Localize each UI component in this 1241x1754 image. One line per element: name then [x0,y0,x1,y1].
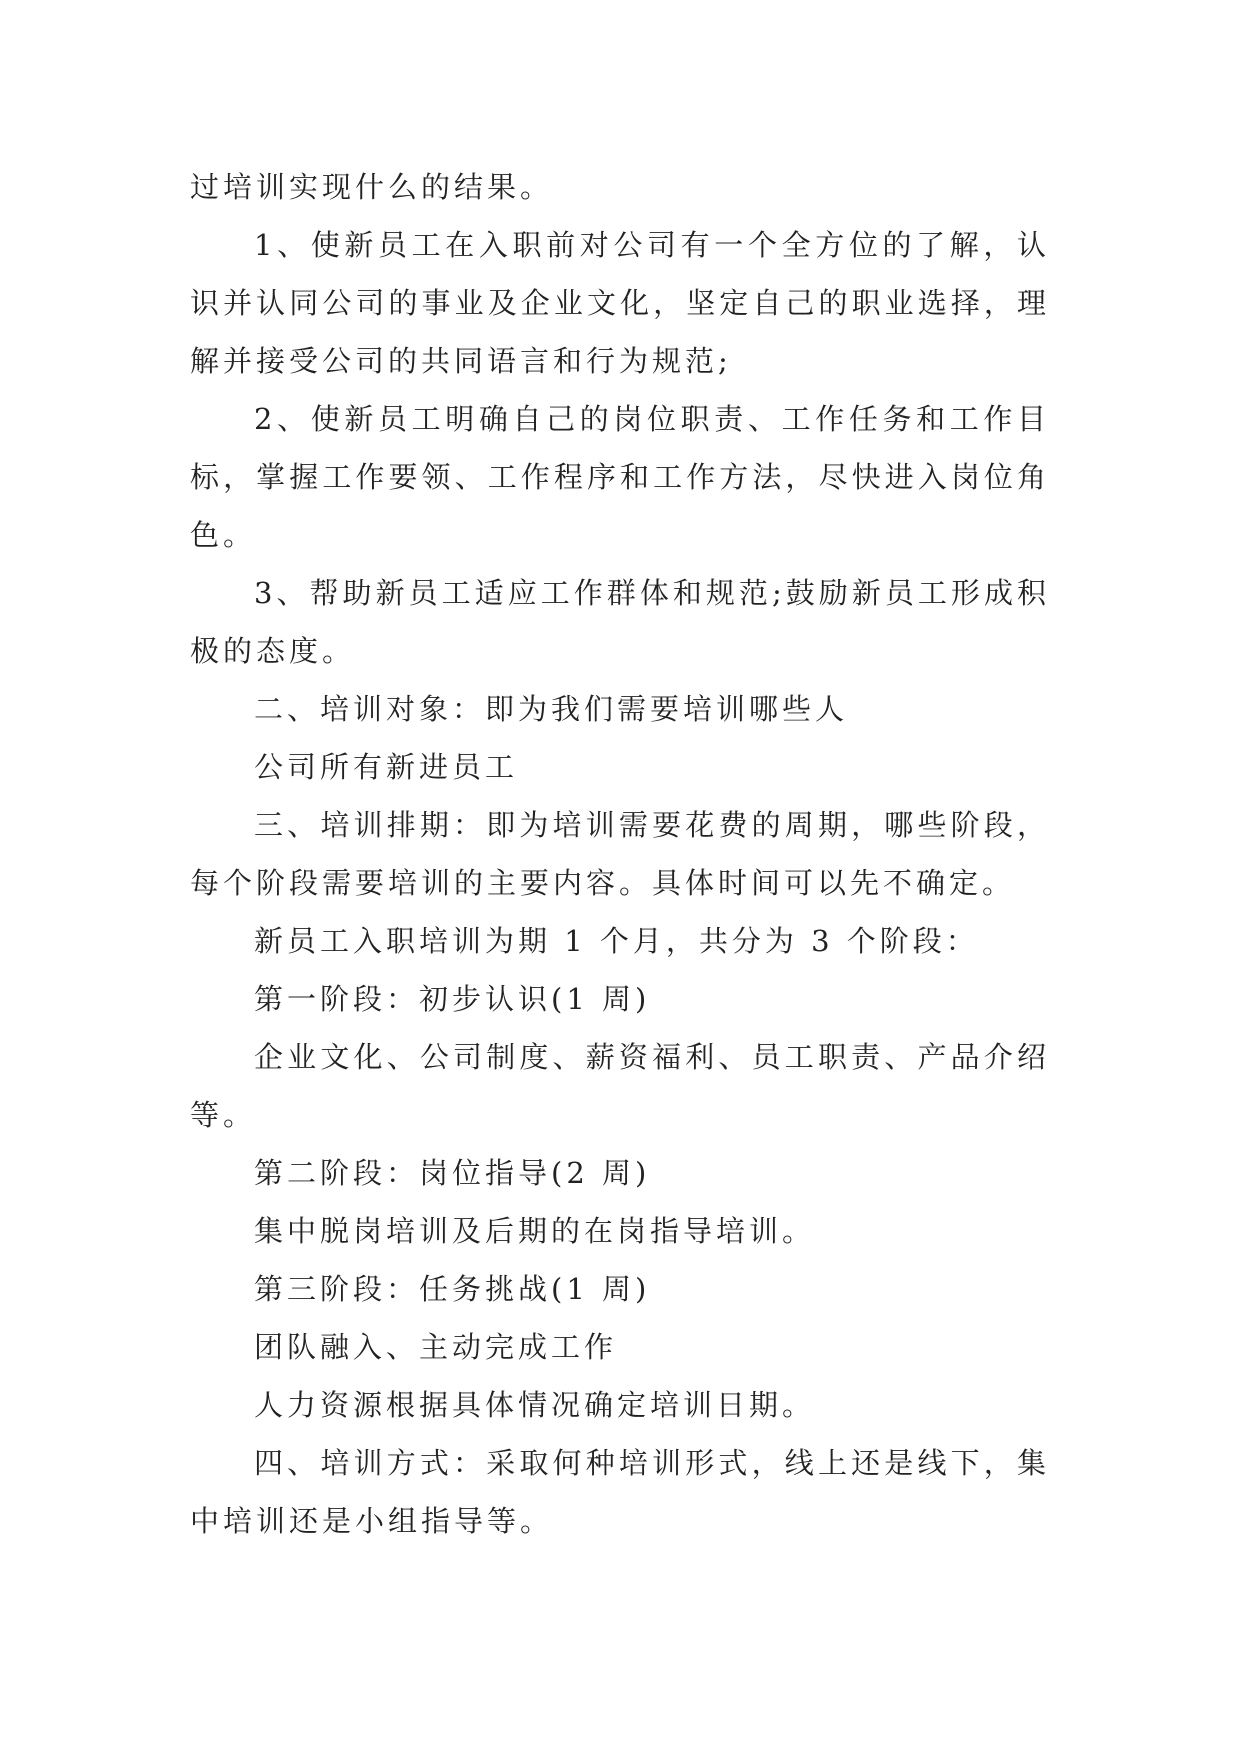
document-body [190,158,1050,1550]
stage-3-content: 团队融入、主动完成工作 [254,1330,618,1364]
paragraph-schedule-overview: 新员工入职培训为期 1 个月，共分为 3 个阶段： [254,924,979,958]
stage-2-content: 集中脱岗培训及后期的在岗指导培训。 [254,1214,816,1248]
stage-2-heading: 第二阶段：岗位指导(2 周) [254,1156,651,1190]
paragraph-goal-3: 3、帮助新员工适应工作群体和规范;鼓励新员工形成积极的态度。 [190,576,1050,668]
section-heading-training-method: 四、培训方式：采取何种培训形式，线上还是线下，集中培训还是小组指导等。 [190,1446,1050,1538]
stage-3-heading: 第三阶段：任务挑战(1 周) [254,1272,651,1306]
stage-1-heading: 第一阶段：初步认识(1 周) [254,982,651,1016]
paragraph-goal-1: 1、使新员工在入职前对公司有一个全方位的了解，认识并认同公司的事业及企业文化，坚定自己的职业选择，理解并接受公司的共同语言和行为规范; [190,228,1050,378]
paragraph-intro-continuation: 过培训实现什么的结果。 [190,170,554,204]
paragraph-goal-2: 2、使新员工明确自己的岗位职责、工作任务和工作目标，掌握工作要领、工作程序和工作方法，尽快进入岗位角色。 [190,402,1050,552]
paragraph-training-target: 公司所有新进员工 [254,750,519,784]
section-heading-training-schedule: 三、培训排期：即为培训需要花费的周期，哪些阶段，每个阶段需要培训的主要内容。具体时间可以先不确定。 [190,808,1050,900]
stage-1-content: 企业文化、公司制度、薪资福利、员工职责、产品介绍等。 [190,1040,1050,1132]
section-heading-training-target: 二、培训对象：即为我们需要培训哪些人 [254,692,849,726]
paragraph-schedule-note: 人力资源根据具体情况确定培训日期。 [254,1388,816,1422]
